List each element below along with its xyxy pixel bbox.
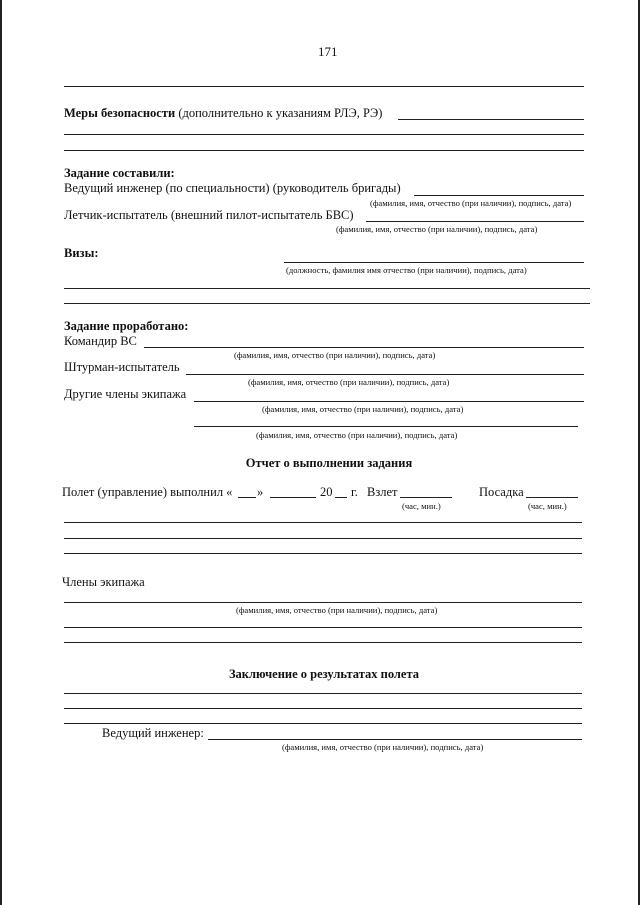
visas-caption: (должность, фамилия имя отчество (при наличии), подпись, дата) [286, 265, 527, 275]
navigator-caption: (фамилия, имя, отчество (при наличии), подпись, дата) [248, 377, 450, 387]
test-pilot-caption: (фамилия, имя, отчество (при наличии), подпись, дата) [336, 224, 538, 234]
crew-members-line-2[interactable] [64, 627, 582, 628]
flight-prefix: Полет (управление) выполнил « [62, 485, 233, 499]
flight-year-field[interactable] [335, 497, 347, 498]
visas-field[interactable] [284, 262, 584, 263]
safety-line [64, 106, 382, 120]
conclusion-engineer-field[interactable] [208, 739, 582, 740]
safety-field[interactable] [398, 119, 584, 120]
crew-members-label: Члены экипажа [62, 575, 145, 589]
navigator-field[interactable] [186, 374, 584, 375]
crew-members-line-3[interactable] [64, 642, 582, 643]
test-pilot-field[interactable] [366, 221, 584, 222]
conclusion-line-1[interactable] [64, 693, 582, 694]
visas-field-line-2[interactable] [64, 288, 590, 289]
report-line-3[interactable] [64, 553, 582, 554]
compiled-heading: Задание составили: [64, 166, 175, 180]
report-title: Отчет о выполнении задания [245, 456, 413, 470]
flight-day-field[interactable] [238, 497, 256, 498]
crew-field[interactable] [194, 401, 584, 402]
commander-label: Командир ВС [64, 334, 137, 348]
conclusion-title: Заключение о результатах полета [228, 667, 420, 681]
year-suffix: г. [351, 485, 358, 499]
extra-crew-field[interactable] [194, 426, 578, 427]
crew-members-caption: (фамилия, имя, отчество (при наличии), подпись, дата) [236, 605, 438, 615]
flight-month-field[interactable] [270, 497, 316, 498]
worked-out-heading: Задание проработано: [64, 319, 189, 333]
top-rule [64, 86, 584, 87]
test-pilot-label: Летчик-испытатель (внешний пилот-испытатель БВС) [64, 208, 354, 222]
safety-field-line-2[interactable] [64, 134, 584, 135]
lead-engineer-caption: (фамилия, имя, отчество (при наличии), подпись, дата) [370, 198, 572, 208]
crew-caption: (фамилия, имя, отчество (при наличии), подпись, дата) [262, 404, 464, 414]
takeoff-field[interactable] [400, 497, 452, 498]
year-prefix: 20 [320, 485, 333, 499]
conclusion-engineer-label: Ведущий инженер: [102, 726, 204, 740]
safety-field-line-3[interactable] [64, 150, 584, 151]
landing-caption: (час, мин.) [528, 501, 567, 511]
commander-caption: (фамилия, имя, отчество (при наличии), подпись, дата) [234, 350, 436, 360]
conclusion-line-2[interactable] [64, 708, 582, 709]
flight-day-close: » [257, 485, 264, 499]
visas-heading: Визы: [64, 246, 99, 260]
page-number: 171 [318, 44, 338, 59]
lead-engineer-field[interactable] [414, 195, 584, 196]
takeoff-caption: (час, мин.) [402, 501, 441, 511]
safety-label: Меры безопасности [64, 106, 176, 120]
conclusion-engineer-caption: (фамилия, имя, отчество (при наличии), подпись, дата) [282, 742, 484, 752]
page-left-edge [0, 0, 2, 905]
extra-crew-caption: (фамилия, имя, отчество (при наличии), подпись, дата) [256, 430, 458, 440]
lead-engineer-label: Ведущий инженер (по специальности) (руководитель бригады) [64, 181, 401, 195]
conclusion-line-3[interactable] [64, 723, 582, 724]
crew-members-field[interactable] [64, 602, 582, 603]
landing-field[interactable] [526, 497, 578, 498]
crew-label: Другие члены экипажа [64, 387, 187, 401]
navigator-label: Штурман-испытатель [64, 360, 180, 374]
report-line-1[interactable] [64, 522, 582, 523]
visas-field-line-3[interactable] [64, 303, 590, 304]
commander-field[interactable] [144, 347, 584, 348]
report-line-2[interactable] [64, 538, 582, 539]
safety-note: (дополнительно к указаниям РЛЭ, РЭ) [175, 106, 383, 120]
takeoff-label: Взлет [367, 485, 398, 499]
landing-label: Посадка [479, 485, 524, 499]
